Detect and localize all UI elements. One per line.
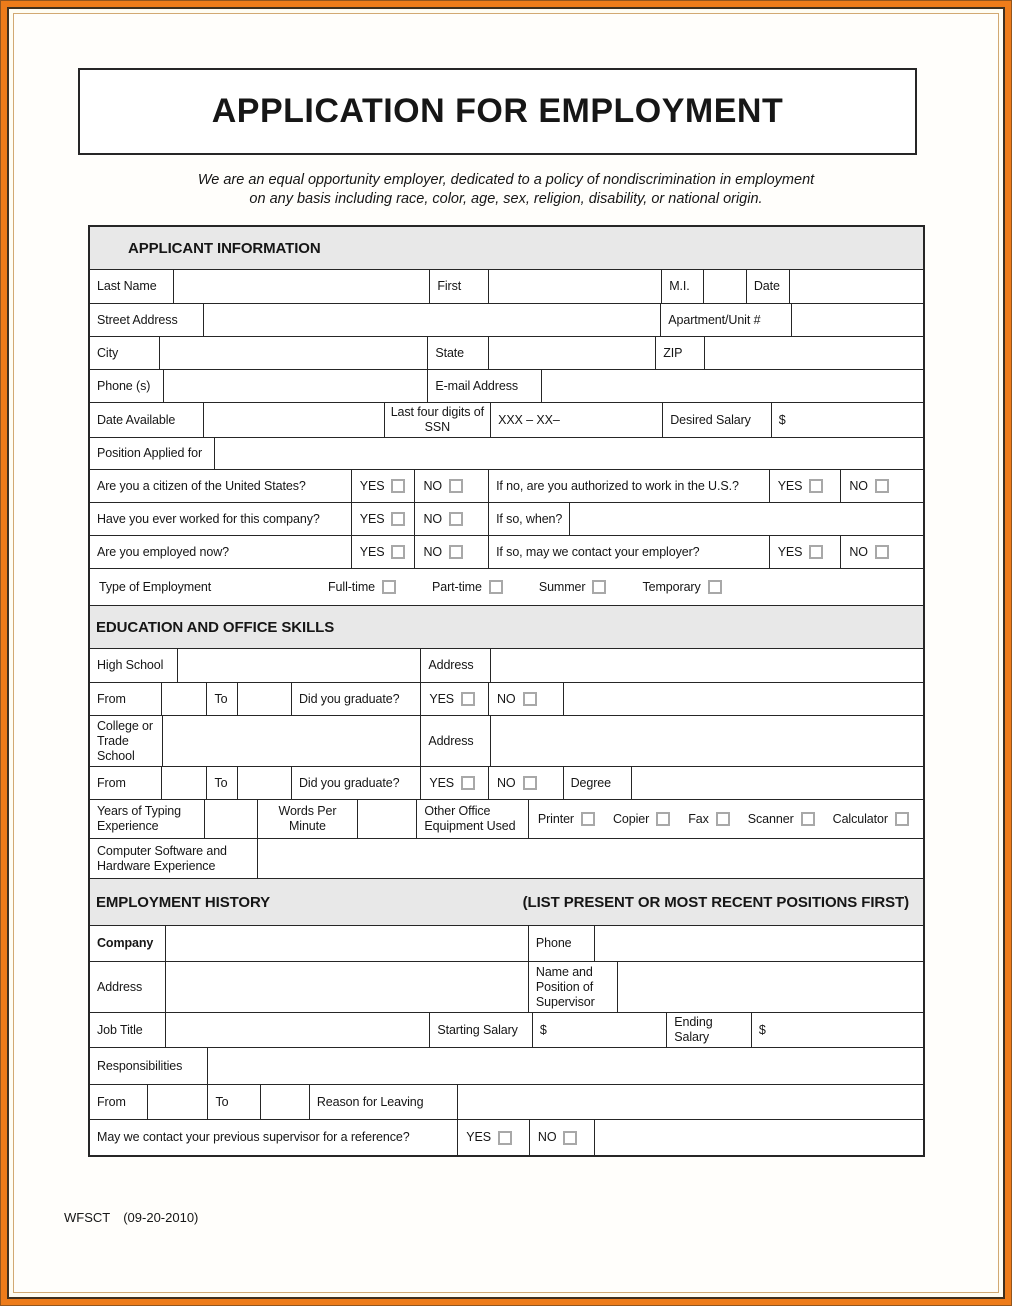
college-or-trade-school-input[interactable] xyxy=(162,716,421,766)
part-time-choice xyxy=(432,580,503,595)
form-code: WFSCT xyxy=(64,1210,111,1225)
equal-opportunity-statement xyxy=(14,171,998,209)
no-label: NO xyxy=(423,478,442,493)
no-checkbox[interactable] xyxy=(449,479,463,493)
yes-checkbox[interactable] xyxy=(809,479,823,493)
no-label: NO xyxy=(423,511,442,526)
yes-label: YES xyxy=(777,544,803,559)
form-row xyxy=(90,336,923,369)
to-label: To xyxy=(206,767,237,799)
computer-software-and-hardware-experience-label: Computer Software and Hardware Experience xyxy=(97,843,227,873)
yes-label: YES xyxy=(466,1130,491,1144)
statement-line-2: on any basis including race, color, age, sex, religion, disability, or national origin. xyxy=(249,191,763,207)
words-per-minute-input[interactable] xyxy=(357,800,417,838)
yes-checkbox[interactable] xyxy=(461,692,475,706)
yes-label: YES xyxy=(359,511,385,526)
form-revision-date: (09-20-2010) xyxy=(123,1210,199,1225)
first-input[interactable] xyxy=(488,270,661,303)
zip-label: ZIP xyxy=(655,337,704,369)
form-row xyxy=(90,1119,923,1155)
yes-option-if-no-are-you-authorized-to-work-in-the-u-s xyxy=(769,470,841,502)
yes-choice xyxy=(360,479,406,494)
no-choice xyxy=(423,479,463,494)
yes-option-may-we-contact-your-previous-supervisor-for-a-reference xyxy=(457,1120,529,1155)
responsibilities-input[interactable] xyxy=(207,1048,923,1084)
from-input[interactable] xyxy=(161,767,207,799)
phone-s-input[interactable] xyxy=(163,370,428,402)
desired-salary-prefix: $ xyxy=(778,412,786,427)
apartment-unit-input[interactable] xyxy=(791,304,923,336)
printer-checkbox[interactable] xyxy=(581,812,595,826)
if-no-are-you-authorized-to-work-in-the-u-s-label: If no, are you authorized to work in the U.S.? xyxy=(488,470,769,502)
did-you-graduate-label: Did you graduate? xyxy=(291,683,420,715)
name-and-position-of-supervisor-label: Name and Position of Supervisor xyxy=(528,962,618,1012)
no-option-did-you-graduate xyxy=(488,767,563,799)
yes-option-are-you-employed-now xyxy=(351,536,415,568)
calculator-label: Calculator xyxy=(832,811,888,826)
section-header-applicant-information xyxy=(90,227,923,269)
form-row xyxy=(90,1012,923,1047)
last-name-input[interactable] xyxy=(173,270,430,303)
section-header-education-and-office-skills xyxy=(90,605,923,648)
no-option-did-you-graduate xyxy=(488,683,563,715)
from-label: From xyxy=(97,1094,126,1109)
date-label: Date xyxy=(746,270,789,303)
no-label: NO xyxy=(496,775,516,790)
words-per-minute-label: Words Per Minute xyxy=(257,800,357,838)
address-input[interactable] xyxy=(490,649,923,682)
degree-label: Degree xyxy=(563,767,632,799)
no-choice xyxy=(497,776,537,791)
yes-checkbox[interactable] xyxy=(391,479,405,493)
phone-input[interactable] xyxy=(594,926,923,961)
yes-label: YES xyxy=(359,478,385,493)
no-label: NO xyxy=(423,544,442,559)
job-title-input[interactable] xyxy=(165,1013,430,1047)
city-label: City xyxy=(97,345,119,360)
form-footer xyxy=(64,1210,198,1225)
full-time-label: Full-time xyxy=(328,579,376,594)
temporary-checkbox[interactable] xyxy=(708,580,722,594)
yes-choice xyxy=(778,479,824,494)
responsibilities-label: Responsibilities xyxy=(97,1058,183,1073)
no-choice xyxy=(497,692,537,707)
no-choice xyxy=(423,545,463,560)
form-row xyxy=(90,502,923,535)
yes-choice xyxy=(360,512,406,527)
yes-label: YES xyxy=(777,478,803,493)
are-you-employed-now-label: Are you employed now? xyxy=(97,544,230,559)
form-row xyxy=(90,402,923,437)
position-applied-for-label: Position Applied for xyxy=(97,446,203,460)
to-input[interactable] xyxy=(260,1085,309,1119)
to-label: To xyxy=(207,1085,260,1119)
fax-choice xyxy=(688,812,730,827)
desired-salary-label: Desired Salary xyxy=(662,403,770,437)
date-available-input[interactable] xyxy=(203,403,383,437)
yes-checkbox[interactable] xyxy=(391,545,405,559)
ending-salary-input[interactable] xyxy=(751,1013,923,1047)
address-label: Address xyxy=(420,649,490,682)
are-you-a-citizen-of-the-united-states-label: Are you a citizen of the United States? xyxy=(97,478,306,493)
first-label: First xyxy=(429,270,488,303)
to-input[interactable] xyxy=(237,683,291,715)
computer-software-and-hardware-experience-input[interactable] xyxy=(257,839,923,878)
yes-choice xyxy=(429,776,475,791)
yes-label: YES xyxy=(429,775,455,790)
no-checkbox[interactable] xyxy=(523,692,537,706)
form-row xyxy=(90,838,923,878)
starting-salary-prefix: $ xyxy=(539,1022,547,1037)
form-row xyxy=(90,1084,923,1119)
address-label: Address xyxy=(420,716,490,766)
city-input[interactable] xyxy=(159,337,428,369)
high-school-input[interactable] xyxy=(177,649,421,682)
scanner-choice xyxy=(748,812,815,827)
if-so-when-input[interactable] xyxy=(569,503,923,535)
fax-checkbox[interactable] xyxy=(716,812,730,826)
yes-option-have-you-ever-worked-for-this-company xyxy=(351,503,415,535)
job-title-label: Job Title xyxy=(97,1022,143,1037)
section-title: EDUCATION AND OFFICE SKILLS xyxy=(96,618,335,636)
yes-checkbox[interactable] xyxy=(391,512,405,526)
yes-label: YES xyxy=(429,691,455,706)
e-mail-address-label: E-mail Address xyxy=(427,370,540,402)
form-page xyxy=(13,13,999,1293)
summer-label: Summer xyxy=(538,579,586,594)
no-option-may-we-contact-your-previous-supervisor-for-a-reference xyxy=(529,1120,594,1155)
no-option-if-no-are-you-authorized-to-work-in-the-u-s xyxy=(840,470,923,502)
from-label: From xyxy=(97,775,126,790)
starting-salary-input[interactable] xyxy=(532,1013,666,1047)
form-row xyxy=(90,682,923,715)
form-row xyxy=(90,961,923,1012)
last-four-digits-of-ssn-prefix: XXX – XX– xyxy=(498,412,560,427)
summer-checkbox[interactable] xyxy=(592,580,606,594)
full-time-choice xyxy=(328,580,396,595)
reason-for-leaving-label: Reason for Leaving xyxy=(309,1085,457,1119)
address-input[interactable] xyxy=(490,716,923,766)
years-of-typing-experience-input[interactable] xyxy=(204,800,257,838)
calculator-checkbox[interactable] xyxy=(895,812,909,826)
high-school-label: High School xyxy=(97,658,164,672)
no-checkbox[interactable] xyxy=(875,479,889,493)
copier-checkbox[interactable] xyxy=(656,812,670,826)
office-equipment-options xyxy=(528,800,923,838)
may-we-contact-your-previous-supervisor-for-a-reference-label: May we contact your previous supervisor for a reference? xyxy=(97,1130,410,1144)
ending-salary-label: Ending Salary xyxy=(666,1013,751,1047)
calculator-choice xyxy=(833,812,909,827)
to-input[interactable] xyxy=(237,767,291,799)
form-row xyxy=(90,1047,923,1084)
yes-option-are-you-a-citizen-of-the-united-states xyxy=(351,470,415,502)
fax-label: Fax xyxy=(688,811,709,826)
have-you-ever-worked-for-this-company-label: Have you ever worked for this company? xyxy=(97,511,320,526)
from-input[interactable] xyxy=(161,683,207,715)
street-address-input[interactable] xyxy=(203,304,660,336)
section-title: EMPLOYMENT HISTORY xyxy=(96,893,271,911)
no-choice xyxy=(849,479,889,494)
section-subtitle: (LIST PRESENT OR MOST RECENT POSITIONS FIRST) xyxy=(522,893,909,911)
printer-label: Printer xyxy=(537,811,574,826)
type-of-employment-label: Type of Employment xyxy=(99,579,212,594)
summer-choice xyxy=(539,580,607,595)
form-row xyxy=(90,799,923,838)
yes-choice xyxy=(429,692,475,707)
yes-choice xyxy=(778,545,824,560)
if-so-may-we-contact-your-employer-label: If so, may we contact your employer? xyxy=(488,536,769,568)
may-we-contact-your-previous-supervisor-for-a-reference-input[interactable] xyxy=(594,1120,923,1155)
temporary-choice xyxy=(642,580,721,595)
form-row xyxy=(90,648,923,682)
application-form-table xyxy=(88,225,925,1157)
degree-input[interactable] xyxy=(631,767,923,799)
did-you-graduate-label: Did you graduate? xyxy=(291,767,420,799)
apartment-unit-label: Apartment/Unit # xyxy=(660,304,790,336)
position-applied-for-input[interactable] xyxy=(214,438,923,469)
college-or-trade-school-label: College or Trade School xyxy=(97,718,153,763)
statement-line-1: We are an equal opportunity employer, dedicated to a policy of nondiscrimination in employment xyxy=(197,172,815,188)
no-choice xyxy=(849,545,889,560)
no-label: NO xyxy=(537,1130,557,1144)
part-time-label: Part-time xyxy=(432,579,482,594)
phone-s-label: Phone (s) xyxy=(97,378,151,393)
no-option-are-you-a-citizen-of-the-united-states xyxy=(414,470,488,502)
yes-checkbox[interactable] xyxy=(498,1131,512,1145)
yes-option-did-you-graduate xyxy=(420,767,488,799)
date-available-label: Date Available xyxy=(97,412,176,427)
type-of-employment-options xyxy=(90,569,923,605)
form-row xyxy=(90,715,923,766)
no-checkbox[interactable] xyxy=(563,1131,577,1145)
full-time-checkbox[interactable] xyxy=(382,580,396,594)
form-row xyxy=(90,469,923,502)
yes-choice xyxy=(360,545,406,560)
from-input[interactable] xyxy=(147,1085,208,1119)
starting-salary-label: Starting Salary xyxy=(429,1013,532,1047)
copier-label: Copier xyxy=(613,811,650,826)
yes-choice xyxy=(466,1130,512,1145)
did-you-graduate-input[interactable] xyxy=(563,683,923,715)
reason-for-leaving-input[interactable] xyxy=(457,1085,923,1119)
no-choice xyxy=(423,512,463,527)
desired-salary-input[interactable] xyxy=(771,403,923,437)
no-option-if-so-may-we-contact-your-employer xyxy=(840,536,923,568)
company-input[interactable] xyxy=(165,926,528,961)
name-and-position-of-supervisor-input[interactable] xyxy=(617,962,923,1012)
section-header-employment-history xyxy=(90,878,923,925)
no-label: NO xyxy=(849,544,868,559)
form-row xyxy=(90,535,923,568)
form-title-box xyxy=(78,68,917,155)
date-input[interactable] xyxy=(789,270,923,303)
state-label: State xyxy=(427,337,488,369)
yes-option-if-so-may-we-contact-your-employer xyxy=(769,536,841,568)
no-label: NO xyxy=(496,691,516,706)
if-so-when-label: If so, when? xyxy=(488,503,569,535)
no-label: NO xyxy=(849,478,868,493)
form-row xyxy=(90,269,923,303)
ending-salary-prefix: $ xyxy=(758,1022,766,1037)
yes-checkbox[interactable] xyxy=(809,545,823,559)
no-option-are-you-employed-now xyxy=(414,536,488,568)
no-checkbox[interactable] xyxy=(449,512,463,526)
last-name-label: Last Name xyxy=(97,279,157,293)
no-choice xyxy=(538,1130,578,1145)
form-row xyxy=(90,766,923,799)
zip-input[interactable] xyxy=(704,337,923,369)
no-checkbox[interactable] xyxy=(523,776,537,790)
section-title: APPLICANT INFORMATION xyxy=(128,239,321,257)
from-label: From xyxy=(97,691,126,706)
yes-option-did-you-graduate xyxy=(420,683,488,715)
m-i-input[interactable] xyxy=(703,270,746,303)
no-checkbox[interactable] xyxy=(875,545,889,559)
form-row xyxy=(90,303,923,336)
scanner-checkbox[interactable] xyxy=(801,812,815,826)
form-row xyxy=(90,369,923,402)
printer-choice xyxy=(538,812,595,827)
years-of-typing-experience-label: Years of Typing Experience xyxy=(97,804,181,833)
other-office-equipment-used-label: Other Office Equipment Used xyxy=(416,800,527,838)
m-i-label: M.I. xyxy=(661,270,703,303)
company-label: Company xyxy=(97,936,154,950)
address-label: Address xyxy=(97,979,143,994)
copier-choice xyxy=(613,812,670,827)
last-four-digits-of-ssn-input[interactable] xyxy=(490,403,662,437)
no-checkbox[interactable] xyxy=(449,545,463,559)
part-time-checkbox[interactable] xyxy=(489,580,503,594)
last-four-digits-of-ssn-label: Last four digits of SSN xyxy=(384,403,490,437)
to-label: To xyxy=(206,683,237,715)
address-input[interactable] xyxy=(165,962,528,1012)
phone-label: Phone xyxy=(528,926,594,961)
yes-checkbox[interactable] xyxy=(461,776,475,790)
form-row xyxy=(90,925,923,961)
scanner-label: Scanner xyxy=(747,811,794,826)
form-row xyxy=(90,437,923,469)
street-address-label: Street Address xyxy=(97,312,178,327)
form-title: APPLICATION FOR EMPLOYMENT xyxy=(211,92,784,130)
temporary-label: Temporary xyxy=(642,579,701,594)
e-mail-address-input[interactable] xyxy=(541,370,923,402)
state-input[interactable] xyxy=(488,337,655,369)
yes-label: YES xyxy=(359,544,385,559)
no-option-have-you-ever-worked-for-this-company xyxy=(414,503,488,535)
form-row xyxy=(90,568,923,605)
